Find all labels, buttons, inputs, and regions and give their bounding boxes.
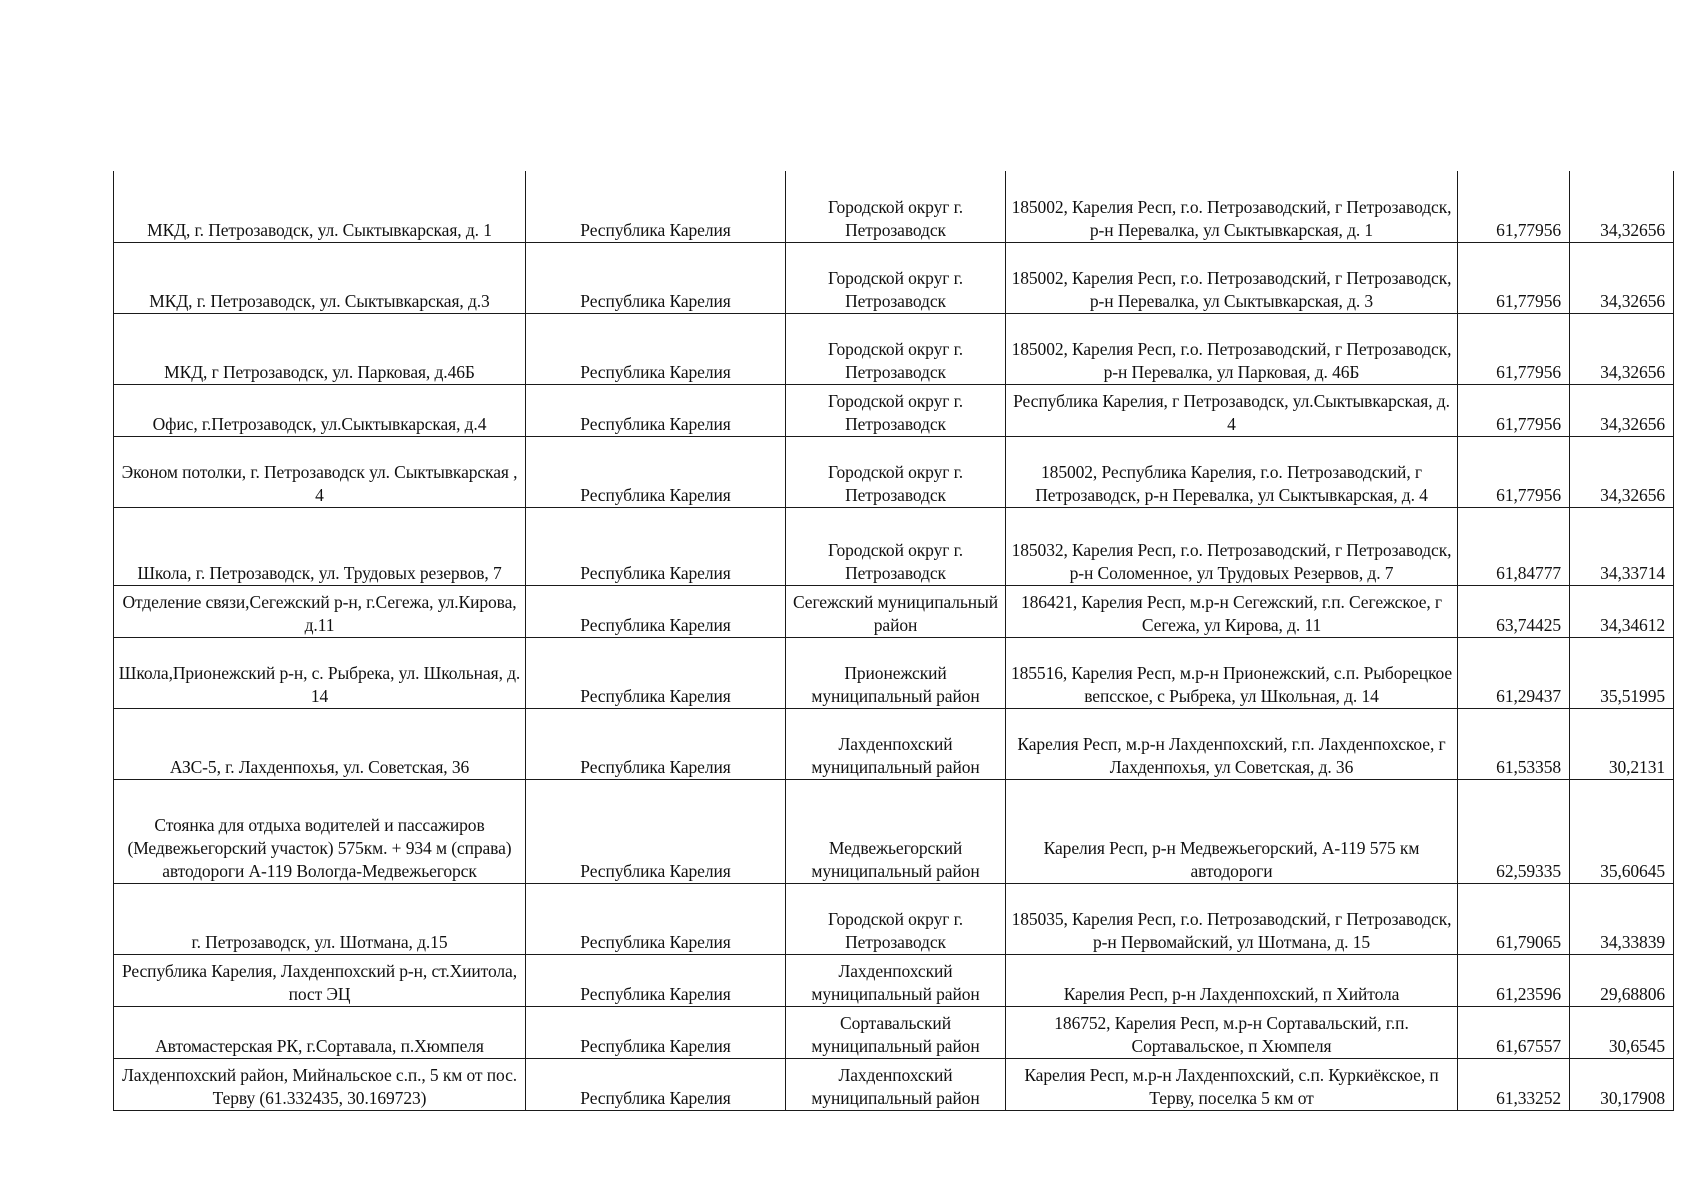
table-row xyxy=(114,171,1674,242)
region-cell: Республика Карелия xyxy=(526,242,786,313)
table-row xyxy=(114,384,1674,436)
object-name-cell: Офис, г.Петрозаводск, ул.Сыктывкарская, д.4 xyxy=(114,384,526,436)
municipality-cell: Лахденпохский муниципальный район xyxy=(786,708,1006,779)
address-cell: Карелия Респ, м.р-н Лахденпохский, с.п. Куркиёкское, п Терву, поселка 5 км от xyxy=(1006,1058,1458,1110)
region-cell: Республика Карелия xyxy=(526,1058,786,1110)
municipality-cell: Городской округ г. Петрозаводск xyxy=(786,242,1006,313)
longitude-cell: 34,32656 xyxy=(1570,384,1674,436)
latitude-cell: 61,79065 xyxy=(1458,883,1570,954)
region-cell: Республика Карелия xyxy=(526,171,786,242)
address-cell: 185002, Республика Карелия, г.о. Петрозаводский, г Петрозаводск, р-н Перевалка, ул Сыктывкарская, д. 4 xyxy=(1006,436,1458,507)
region-cell: Республика Карелия xyxy=(526,384,786,436)
latitude-cell: 61,53358 xyxy=(1458,708,1570,779)
municipality-cell: Городской округ г. Петрозаводск xyxy=(786,171,1006,242)
locations-table xyxy=(113,171,1674,1111)
longitude-cell: 30,17908 xyxy=(1570,1058,1674,1110)
longitude-cell: 34,32656 xyxy=(1570,242,1674,313)
region-cell: Республика Карелия xyxy=(526,779,786,883)
longitude-cell: 29,68806 xyxy=(1570,954,1674,1006)
region-cell: Республика Карелия xyxy=(526,954,786,1006)
municipality-cell: Городской округ г. Петрозаводск xyxy=(786,883,1006,954)
object-name-cell: МКД, г. Петрозаводск, ул. Сыктывкарская, д.3 xyxy=(114,242,526,313)
address-cell: 185002, Карелия Респ, г.о. Петрозаводский, г Петрозаводск, р-н Перевалка, ул Сыктывкарская, д. 1 xyxy=(1006,171,1458,242)
region-cell: Республика Карелия xyxy=(526,708,786,779)
table-row xyxy=(114,436,1674,507)
object-name-cell: Школа,Прионежский р-н, с. Рыбрека, ул. Школьная, д. 14 xyxy=(114,637,526,708)
address-cell: Карелия Респ, р-н Лахденпохский, п Хийтола xyxy=(1006,954,1458,1006)
municipality-cell: Городской округ г. Петрозаводск xyxy=(786,384,1006,436)
municipality-cell: Медвежьегорский муниципальный район xyxy=(786,779,1006,883)
latitude-cell: 62,59335 xyxy=(1458,779,1570,883)
document-page xyxy=(113,171,1674,1111)
address-cell: Карелия Респ, м.р-н Лахденпохский, г.п. Лахденпохское, г Лахденпохья, ул Советская, д. 36 xyxy=(1006,708,1458,779)
table-row xyxy=(114,954,1674,1006)
municipality-cell: Лахденпохский муниципальный район xyxy=(786,954,1006,1006)
object-name-cell: АЗС-5, г. Лахденпохья, ул. Советская, 36 xyxy=(114,708,526,779)
region-cell: Республика Карелия xyxy=(526,585,786,637)
longitude-cell: 35,60645 xyxy=(1570,779,1674,883)
longitude-cell: 34,32656 xyxy=(1570,171,1674,242)
table-row xyxy=(114,708,1674,779)
region-cell: Республика Карелия xyxy=(526,313,786,384)
latitude-cell: 61,77956 xyxy=(1458,242,1570,313)
municipality-cell: Сегежский муниципальный район xyxy=(786,585,1006,637)
region-cell: Республика Карелия xyxy=(526,883,786,954)
object-name-cell: Республика Карелия, Лахденпохский р-н, ст.Хиитола, пост ЭЦ xyxy=(114,954,526,1006)
table-row xyxy=(114,507,1674,585)
municipality-cell: Лахденпохский муниципальный район xyxy=(786,1058,1006,1110)
region-cell: Республика Карелия xyxy=(526,637,786,708)
table-row xyxy=(114,779,1674,883)
table-row xyxy=(114,1058,1674,1110)
address-cell: 186421, Карелия Респ, м.р-н Сегежский, г.п. Сегежское, г Сегежа, ул Кирова, д. 11 xyxy=(1006,585,1458,637)
address-cell: 185032, Карелия Респ, г.о. Петрозаводский, г Петрозаводск, р-н Соломенное, ул Трудовых Резервов, д. 7 xyxy=(1006,507,1458,585)
object-name-cell: Эконом потолки, г. Петрозаводск ул. Сыктывкарская , 4 xyxy=(114,436,526,507)
latitude-cell: 61,33252 xyxy=(1458,1058,1570,1110)
table-row xyxy=(114,637,1674,708)
municipality-cell: Сортавальский муниципальный район xyxy=(786,1006,1006,1058)
object-name-cell: Лахденпохский район, Мийнальское с.п., 5 км от пос. Терву (61.332435, 30.169723) xyxy=(114,1058,526,1110)
latitude-cell: 61,84777 xyxy=(1458,507,1570,585)
object-name-cell: Отделение связи,Сегежский р-н, г.Сегежа, ул.Кирова, д.11 xyxy=(114,585,526,637)
table-row xyxy=(114,242,1674,313)
address-cell: Карелия Респ, р-н Медвежьегорский, А-119 575 км автодороги xyxy=(1006,779,1458,883)
object-name-cell: г. Петрозаводск, ул. Шотмана, д.15 xyxy=(114,883,526,954)
latitude-cell: 61,29437 xyxy=(1458,637,1570,708)
region-cell: Республика Карелия xyxy=(526,1006,786,1058)
region-cell: Республика Карелия xyxy=(526,436,786,507)
table-row xyxy=(114,313,1674,384)
longitude-cell: 35,51995 xyxy=(1570,637,1674,708)
municipality-cell: Городской округ г. Петрозаводск xyxy=(786,313,1006,384)
address-cell: 185002, Карелия Респ, г.о. Петрозаводский, г Петрозаводск, р-н Перевалка, ул Сыктывкарская, д. 3 xyxy=(1006,242,1458,313)
object-name-cell: МКД, г. Петрозаводск, ул. Сыктывкарская, д. 1 xyxy=(114,171,526,242)
table-row xyxy=(114,883,1674,954)
longitude-cell: 34,33839 xyxy=(1570,883,1674,954)
table-row xyxy=(114,585,1674,637)
longitude-cell: 34,33714 xyxy=(1570,507,1674,585)
latitude-cell: 61,77956 xyxy=(1458,313,1570,384)
object-name-cell: Школа, г. Петрозаводск, ул. Трудовых резервов, 7 xyxy=(114,507,526,585)
object-name-cell: МКД, г Петрозаводск, ул. Парковая, д.46Б xyxy=(114,313,526,384)
latitude-cell: 63,74425 xyxy=(1458,585,1570,637)
municipality-cell: Городской округ г. Петрозаводск xyxy=(786,507,1006,585)
address-cell: 186752, Карелия Респ, м.р-н Сортавальский, г.п. Сортавальское, п Хюмпеля xyxy=(1006,1006,1458,1058)
address-cell: Республика Карелия, г Петрозаводск, ул.Сыктывкарская, д. 4 xyxy=(1006,384,1458,436)
address-cell: 185516, Карелия Респ, м.р-н Прионежский, с.п. Рыборецкое вепсское, с Рыбрека, ул Школьная, д. 14 xyxy=(1006,637,1458,708)
latitude-cell: 61,77956 xyxy=(1458,436,1570,507)
latitude-cell: 61,23596 xyxy=(1458,954,1570,1006)
table-row xyxy=(114,1006,1674,1058)
address-cell: 185035, Карелия Респ, г.о. Петрозаводский, г Петрозаводск, р-н Первомайский, ул Шотмана, д. 15 xyxy=(1006,883,1458,954)
longitude-cell: 34,32656 xyxy=(1570,436,1674,507)
object-name-cell: Стоянка для отдыха водителей и пассажиров (Медвежьегорский участок) 575км. + 934 м (справа) автодороги А-119 Вологда-Медвежьегорск xyxy=(114,779,526,883)
municipality-cell: Городской округ г. Петрозаводск xyxy=(786,436,1006,507)
longitude-cell: 34,34612 xyxy=(1570,585,1674,637)
longitude-cell: 34,32656 xyxy=(1570,313,1674,384)
region-cell: Республика Карелия xyxy=(526,507,786,585)
longitude-cell: 30,6545 xyxy=(1570,1006,1674,1058)
address-cell: 185002, Карелия Респ, г.о. Петрозаводский, г Петрозаводск, р-н Перевалка, ул Парковая, д. 46Б xyxy=(1006,313,1458,384)
object-name-cell: Автомастерская РК, г.Сортавала, п.Хюмпеля xyxy=(114,1006,526,1058)
table-body xyxy=(114,171,1674,1110)
latitude-cell: 61,77956 xyxy=(1458,171,1570,242)
latitude-cell: 61,67557 xyxy=(1458,1006,1570,1058)
latitude-cell: 61,77956 xyxy=(1458,384,1570,436)
longitude-cell: 30,2131 xyxy=(1570,708,1674,779)
municipality-cell: Прионежский муниципальный район xyxy=(786,637,1006,708)
